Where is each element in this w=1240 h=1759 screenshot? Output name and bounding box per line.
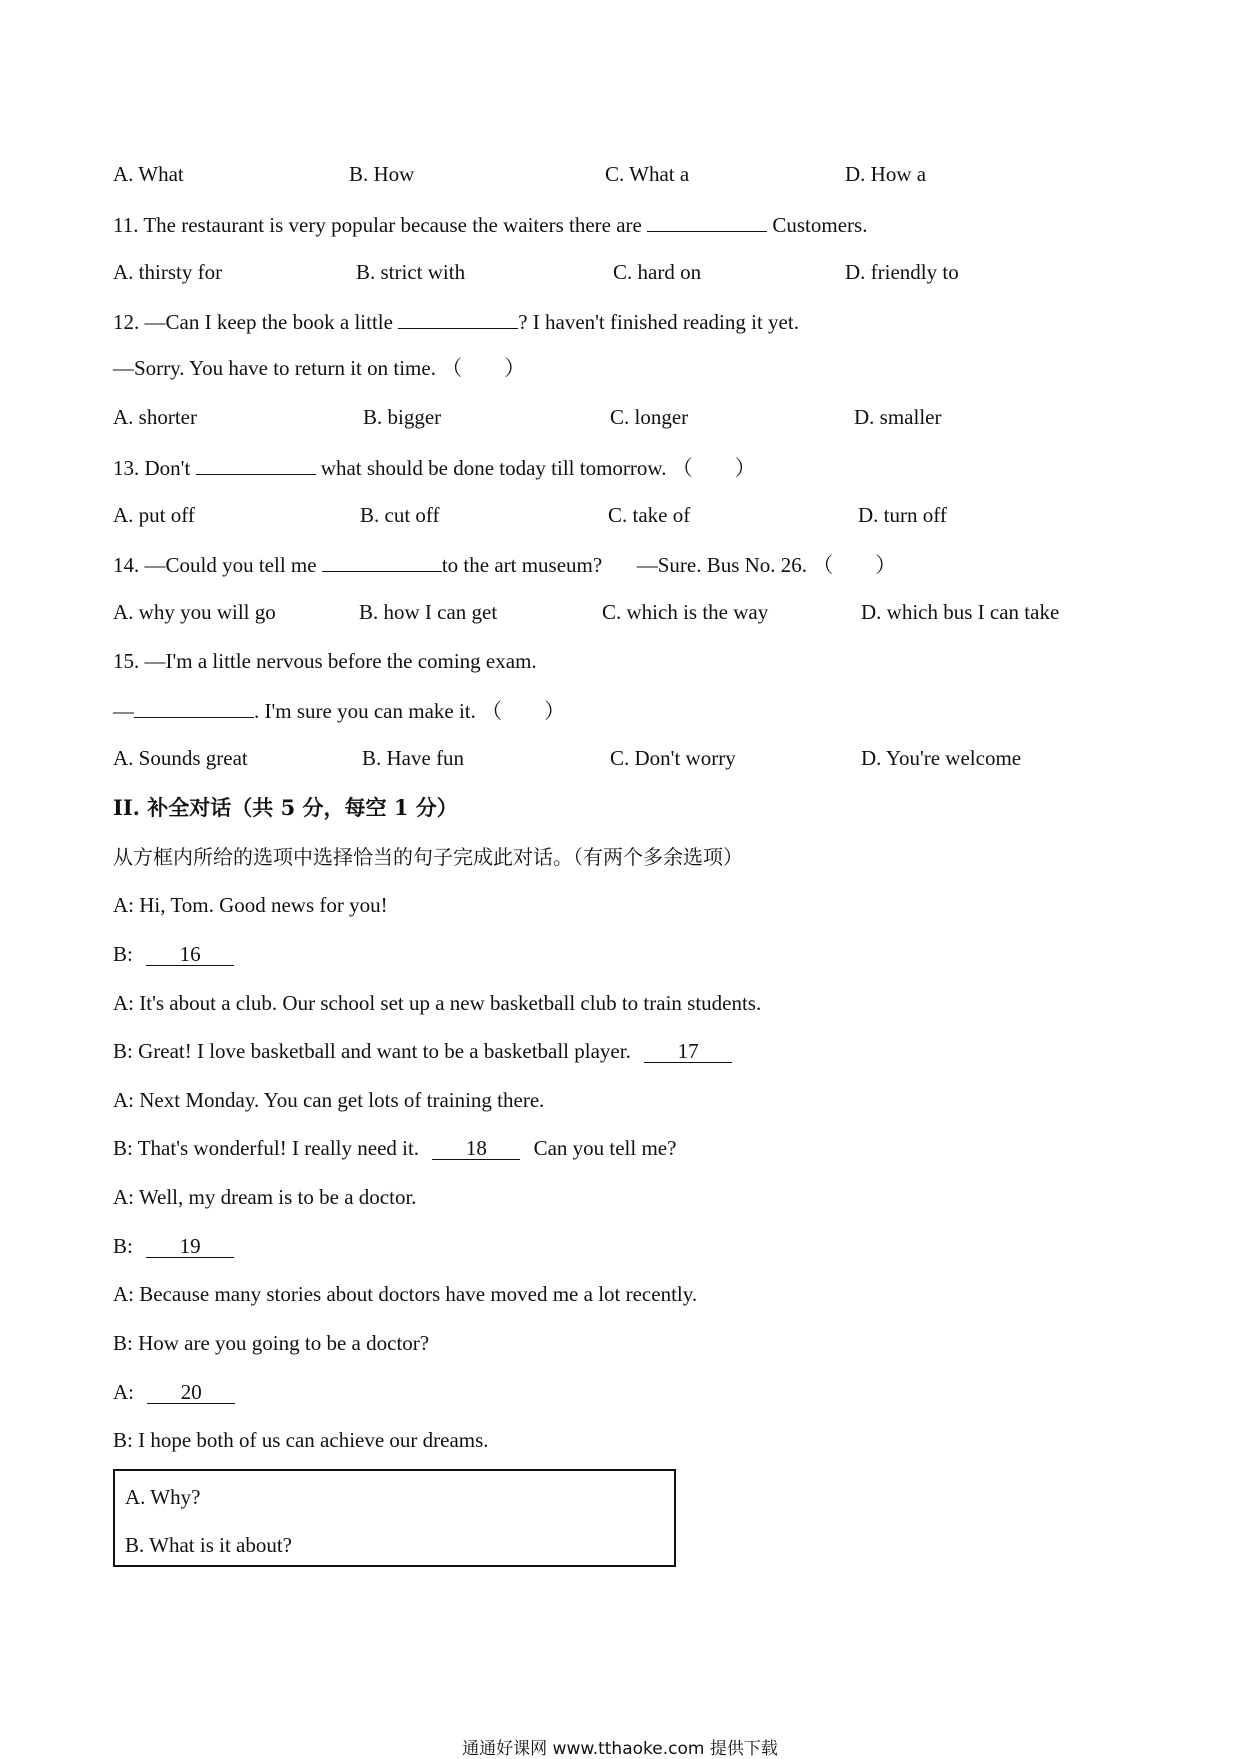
q14-reply-text: —Sure. Bus No. 26. xyxy=(636,553,808,577)
dialogue-line-6-text: B: That's wonderful! I really need it. xyxy=(113,1136,420,1160)
q15-reply-dash: — xyxy=(113,699,134,723)
q15-answer-paren: （ ） xyxy=(481,699,566,723)
q12-answer-paren: （ ） xyxy=(441,356,526,380)
q11-option-a: A. thirsty for xyxy=(113,260,223,284)
blank-19: 19 xyxy=(146,1235,234,1258)
q11-option-b: B. strict with xyxy=(356,260,466,284)
q10-option-a: A. What xyxy=(113,162,184,186)
q12-option-c: C. longer xyxy=(610,405,689,429)
dialogue-line-7: A: Well, my dream is to be a doctor. xyxy=(113,1185,417,1209)
q12-stem-pre: 12. —Can I keep the book a little xyxy=(113,310,393,334)
q13-stem xyxy=(113,452,756,482)
q14-option-a: A. why you will go xyxy=(113,600,276,624)
dialogue-line-4 xyxy=(113,1037,732,1065)
q13-stem-post: what should be done today till tomorrow. xyxy=(320,456,667,480)
q15-stem: 15. —I'm a little nervous before the coming exam. xyxy=(113,649,537,673)
q13-option-b: B. cut off xyxy=(360,503,440,527)
dialogue-line-8 xyxy=(113,1232,234,1260)
q11-stem-pre: 11. The restaurant is very popular because the waiters there are xyxy=(113,213,642,237)
q13-stem-pre: 13. Don't xyxy=(113,456,191,480)
q11-option-c: C. hard on xyxy=(613,260,702,284)
q13-option-d: D. turn off xyxy=(858,503,947,527)
q11-stem-post: Customers. xyxy=(772,213,868,237)
q14-blank xyxy=(322,549,442,572)
q15-reply-post: . I'm sure you can make it. xyxy=(254,699,476,723)
q14-stem xyxy=(113,549,896,579)
q14-option-d: D. which bus I can take xyxy=(861,600,1060,624)
q15-option-d: D. You're welcome xyxy=(861,746,1022,770)
box-option-a: A. Why? xyxy=(125,1485,201,1509)
dialogue-line-1: A: Hi, Tom. Good news for you! xyxy=(113,893,388,917)
q12-option-b: B. bigger xyxy=(363,405,442,429)
section-2-instruction: 从方框内所给的选项中选择恰当的句子完成此对话。（有两个多余选项） xyxy=(113,845,743,869)
q14-answer-paren: （ ） xyxy=(812,553,897,577)
dialogue-line-10: B: How are you going to be a doctor? xyxy=(113,1331,430,1355)
page-footer: 通通好课网 www.tthaoke.com 提供下载 xyxy=(462,1739,778,1759)
dialogue-line-11 xyxy=(113,1378,235,1406)
q15-reply xyxy=(113,695,565,725)
dialogue-line-2 xyxy=(113,940,234,968)
q15-blank xyxy=(134,695,254,718)
q10-option-b: B. How xyxy=(349,162,415,186)
q12-option-a: A. shorter xyxy=(113,405,197,429)
q15-option-c: C. Don't worry xyxy=(610,746,736,770)
q12-stem-post: ? I haven't finished reading it yet. xyxy=(518,310,799,334)
dialogue-line-6-post: Can you tell me? xyxy=(533,1136,677,1160)
q12-blank xyxy=(398,306,518,329)
q15-option-b: B. Have fun xyxy=(362,746,465,770)
blank-18: 18 xyxy=(432,1137,520,1160)
q13-option-a: A. put off xyxy=(113,503,195,527)
speaker-label: B: xyxy=(113,942,133,966)
q14-option-c: C. which is the way xyxy=(602,600,769,624)
q11-blank xyxy=(647,209,767,232)
q13-blank xyxy=(196,452,316,475)
q14-stem-post: to the art museum? xyxy=(441,553,603,577)
dialogue-line-3: A: It's about a club. Our school set up a new basketball club to train students. xyxy=(113,991,762,1015)
dialogue-line-5: A: Next Monday. You can get lots of training there. xyxy=(113,1088,545,1112)
q14-option-b: B. how I can get xyxy=(359,600,498,624)
q13-option-c: C. take of xyxy=(608,503,691,527)
q11-stem xyxy=(113,209,867,239)
q10-option-d: D. How a xyxy=(845,162,927,186)
q14-stem-pre: 14. —Could you tell me xyxy=(113,553,317,577)
speaker-label: A: xyxy=(113,1380,134,1404)
q10-option-c: C. What a xyxy=(605,162,690,186)
speaker-label: B: xyxy=(113,1234,133,1258)
q12-reply xyxy=(113,354,525,382)
dialogue-line-6 xyxy=(113,1134,676,1162)
q12-stem xyxy=(113,306,799,336)
dialogue-line-4-text: B: Great! I love basketball and want to be a basketball player. xyxy=(113,1039,631,1063)
blank-17: 17 xyxy=(644,1040,732,1063)
q12-reply-text: —Sorry. You have to return it on time. xyxy=(113,356,436,380)
dialogue-line-12: B: I hope both of us can achieve our dreams. xyxy=(113,1428,489,1452)
dialogue-line-9: A: Because many stories about doctors have moved me a lot recently. xyxy=(113,1282,698,1306)
blank-16: 16 xyxy=(146,943,234,966)
q12-option-d: D. smaller xyxy=(854,405,942,429)
options-box xyxy=(113,1469,676,1567)
q13-answer-paren: （ ） xyxy=(671,456,756,480)
box-option-b: B. What is it about? xyxy=(125,1533,293,1557)
q11-option-d: D. friendly to xyxy=(845,260,959,284)
section-2-title: II. 补全对话（共 5 分，每空 1 分） xyxy=(113,795,458,820)
q15-option-a: A. Sounds great xyxy=(113,746,248,770)
blank-20: 20 xyxy=(147,1381,235,1404)
